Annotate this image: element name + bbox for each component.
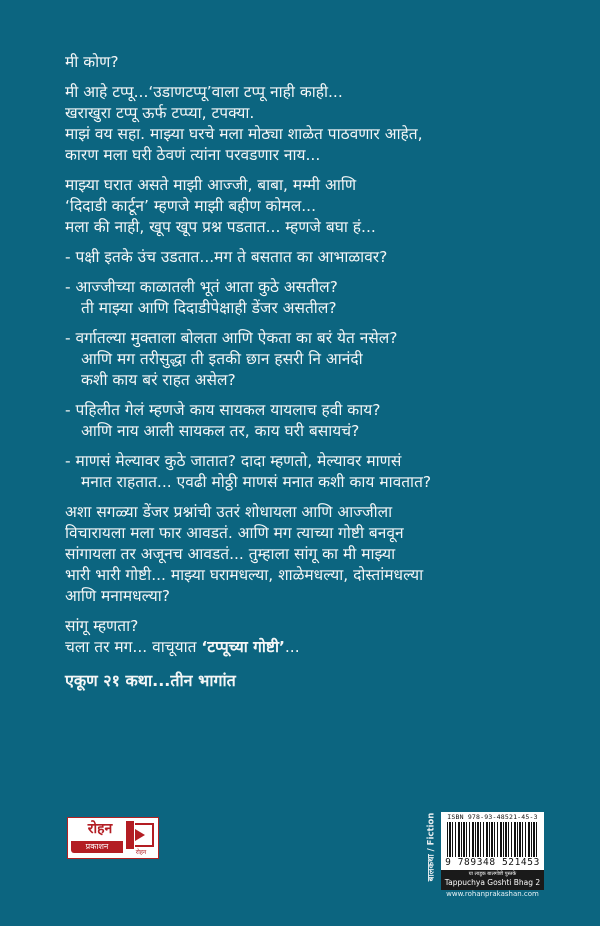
closing-line [65, 637, 585, 658]
category-label: बालकथा / Fiction [426, 812, 437, 882]
barcode-bars-icon [447, 822, 539, 858]
text-line: माझं वय सहा. माझ्या घरचे मला मोठ्या शाळेत पाठवणार आहेत, [65, 125, 423, 143]
blurb-closing [65, 616, 585, 658]
text-line: विचारायला मला फार आवडतं. आणि मग त्याच्या गोष्टी बनवून [65, 524, 404, 542]
text-line: भारी भारी गोष्टी... माझ्या घरामधल्या, शाळेमधल्या, दोस्तांमधल्या [65, 566, 424, 584]
intro-line: मी कोण? [65, 53, 119, 71]
back-cover-blurb [65, 52, 585, 700]
blurb-paragraph-1 [65, 82, 585, 166]
text-line: कारण मला घरी ठेवणं त्यांना परवडणार नाय... [65, 146, 321, 164]
publisher-website: www.rohanprakashan.com [446, 890, 539, 898]
story-count-summary: एकूण २१ कथा...तीन भागांत [65, 671, 236, 690]
publisher-sub: रोहन [135, 849, 147, 856]
question-item [65, 451, 585, 493]
barcode-block [424, 812, 544, 898]
logo-wordmark [71, 821, 123, 855]
blurb-intro [65, 52, 585, 73]
question-line: - पक्षी इतके उंच उडतात...मग ते बसतात का आभाळावर? [65, 248, 388, 266]
blurb-paragraph-2 [65, 175, 585, 238]
text-line: मी आहे टप्पू...‘उडाणटप्पू’वाला टप्पू नाही काही... [65, 83, 343, 101]
closing-suffix: ... [284, 638, 300, 656]
question-item [65, 247, 585, 268]
question-item [65, 400, 585, 442]
isbn-barcode [441, 812, 544, 870]
question-line: मनात राहतात... एवढी मोठ्ठी माणसं मनात कशी काय मावतात? [81, 473, 432, 491]
ean-digits: 9 789348 521453 [441, 857, 544, 868]
blurb-paragraph-3 [65, 502, 585, 607]
book-icon [126, 821, 156, 849]
question-item [65, 277, 585, 319]
text-line: माझ्या घरात असते माझी आज्जी, बाबा, मम्मी आणि [65, 176, 357, 194]
title-strip [441, 870, 544, 890]
text-line: अशा सगळ्या डेंजर प्रश्नांची उतरं शोधायला आणि आज्जीला [65, 503, 393, 521]
question-line: - आज्जीच्या काळातली भूतं आता कुठे असतील? [65, 278, 338, 296]
book-title-inline: ‘टप्पूच्या गोष्टी’ [201, 638, 285, 656]
closing-line: सांगू म्हणता? [65, 617, 139, 635]
book-title: Tappuchya Goshti Bhag 2 [444, 878, 541, 887]
publisher-tagline: प्रकाशन [71, 841, 123, 853]
question-line: आणि मग तरीसुद्धा ती इतकी छान हसरी नि आनंदी [81, 350, 363, 368]
question-line: - वर्गातल्या मुक्ताला बोलता आणि ऐकता का बरं येत नसेल? [65, 329, 398, 347]
text-line: मला की नाही, खूप खूप प्रश्न पडतात... म्हणजे बघा हं... [65, 218, 376, 236]
text-line: ‘दिदाडी कार्टून’ म्हणजे माझी बहीण कोमल... [65, 197, 317, 215]
question-line: कशी काय बरं राहत असेल? [81, 371, 236, 389]
question-line: आणि नाय आली सायकल तर, काय घरी बसायचं? [81, 422, 360, 440]
question-item [65, 328, 585, 391]
isbn-label: ISBN 978-93-48521-45-3 [447, 813, 538, 821]
question-line: - माणसं मेल्यावर कुठे जातात? दादा म्हणतो, मेल्यावर माणसं [65, 452, 402, 470]
text-line: सांगायला तर अजूनच आवडतं... तुम्हाला सांगू का मी माझ्या [65, 545, 396, 563]
question-line: ती माझ्या आणि दिदाडीपेक्षाही डेंजर असतील? [81, 299, 337, 317]
text-line: खराखुरा टप्पू ऊर्फ टप्प्या, टपक्या. [65, 104, 255, 122]
publisher-logo [67, 817, 159, 859]
publisher-name: रोहन [87, 821, 113, 837]
question-line: - पहिलीत गेलं म्हणजे काय सायकल यायलाच हवी काय? [65, 401, 381, 419]
series-marathi: या लाडूक बालगोष्टी पुस्तके [468, 871, 517, 877]
closing-prefix: चला तर मग... वाचूयात [65, 638, 202, 656]
text-line: आणि मनामधल्या? [65, 587, 170, 605]
